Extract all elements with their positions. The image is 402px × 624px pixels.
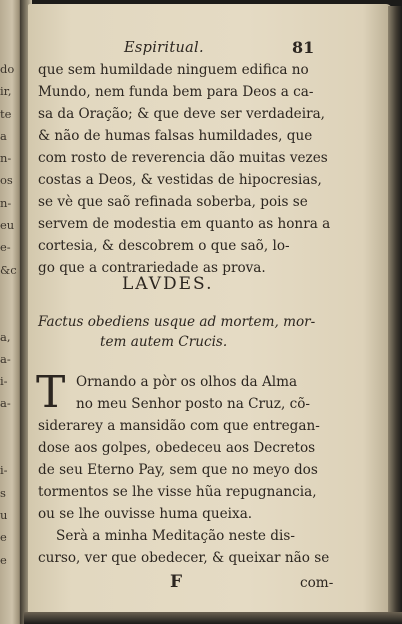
text-line: se vè que saõ refinada soberba, pois se	[38, 194, 308, 210]
section-title: LAVDES.	[122, 274, 214, 294]
text-line: & não de humas falsas humildades, que	[38, 128, 313, 144]
page-stack-edge	[388, 6, 402, 618]
prev-line	[0, 303, 22, 325]
motto-line: tem autem Crucis.	[100, 334, 228, 350]
page-number: 81	[292, 38, 315, 57]
prev-line	[0, 571, 22, 593]
prev-line: e	[0, 530, 7, 545]
prev-line	[0, 281, 22, 303]
book-bottom-edge	[24, 612, 402, 624]
prev-line: ir,	[0, 84, 12, 99]
prev-line: a-	[0, 351, 11, 366]
running-title: Espiritual.	[124, 40, 204, 56]
prev-line: eu	[0, 218, 15, 233]
text-line: curso, ver que obedecer, & queixar não se	[38, 550, 330, 566]
text-line: servem de modestia em quanto as honra a	[38, 216, 331, 232]
text-line: Ornando a pòr os olhos da Alma	[76, 374, 298, 390]
text-line: siderarey a mansidão com que entregan-	[38, 418, 320, 434]
prev-line	[0, 415, 22, 437]
prev-line: do	[0, 62, 15, 76]
prev-line: n-	[0, 195, 12, 210]
text-line: tormentos se lhe visse hũa repugnancia,	[38, 484, 317, 500]
text-line: de seu Eterno Pay, sem que no meyo dos	[38, 462, 318, 478]
text-line: dose aos golpes, obedeceu aos Decretos	[38, 440, 316, 456]
prev-line: a,	[0, 329, 11, 344]
text-line: sa da Oração; & que deve ser verdadeira,	[38, 106, 326, 122]
prev-line: u	[0, 507, 8, 522]
prev-line: i-	[0, 463, 8, 478]
prev-line: n-	[0, 151, 12, 166]
prev-line: te	[0, 106, 12, 121]
previous-page-text	[0, 58, 22, 615]
text-line: ou se lhe ouvisse huma queixa.	[38, 506, 253, 522]
text-line: costas a Deos, & vestidas de hipocresias,	[38, 172, 322, 188]
prev-line: a-	[0, 396, 11, 411]
text-line: Serà a minha Meditação neste dis-	[56, 528, 295, 544]
prev-line: e	[0, 552, 7, 567]
prev-line	[0, 593, 22, 615]
prev-line: i-	[0, 374, 8, 389]
motto-line: Factus obediens usque ad mortem, mor-	[38, 314, 316, 330]
text-line: com rosto de reverencia dão muitas vezes	[38, 150, 328, 166]
text-line: Mundo, nem funda bem para Deos a ca-	[38, 84, 314, 100]
text-line: que sem humildade ninguem edifica no	[38, 62, 309, 78]
signature-mark: F	[170, 572, 183, 592]
text-line: go que a contrariedade as prova.	[38, 260, 266, 276]
current-page	[28, 4, 392, 616]
prev-line	[0, 437, 22, 459]
prev-line: a	[0, 128, 7, 143]
prev-line: e-	[0, 240, 11, 255]
catchword: com-	[300, 575, 334, 591]
text-line: cortesia, & descobrem o que saõ, lo-	[38, 238, 290, 254]
prev-line: os	[0, 173, 13, 188]
previous-page-edge	[0, 0, 22, 624]
prev-line: s	[0, 485, 6, 500]
text-line: no meu Senhor posto na Cruz, cõ-	[76, 396, 311, 412]
prev-line: &c	[0, 262, 17, 277]
drop-cap: T	[36, 367, 66, 418]
